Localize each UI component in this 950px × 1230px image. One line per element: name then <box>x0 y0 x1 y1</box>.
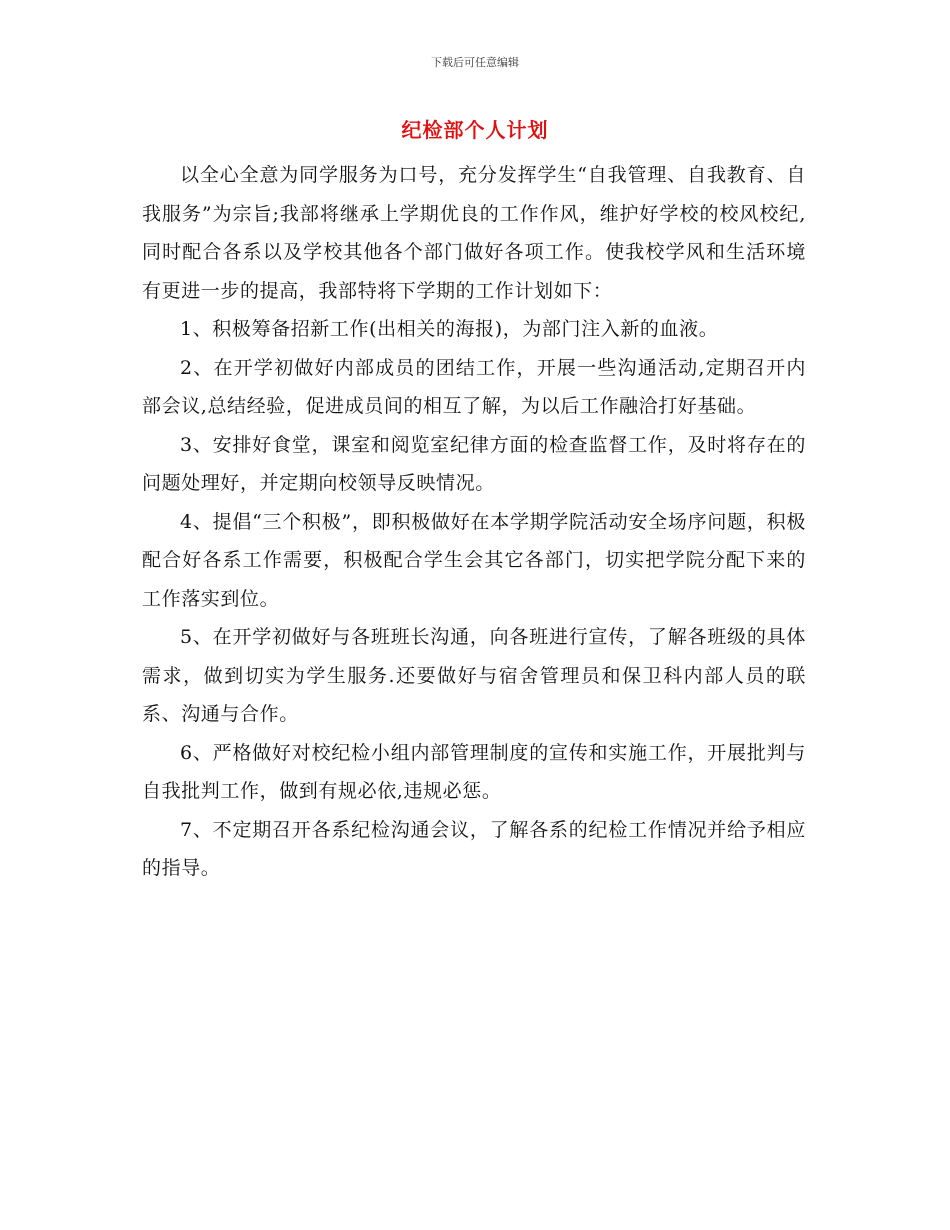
plan-item-1: 1、积极筹备招新工作(出相关的海报)，为部门注入新的血液。 <box>180 318 719 340</box>
document-title: 纪检部个人计划 <box>401 118 549 142</box>
plan-item-6: 6、严格做好对校纪检小组内部管理制度的宣传和实施工作，开展批判与自我批判工作，做到有规必依,违规必惩。 <box>142 741 806 802</box>
document-body <box>142 156 806 888</box>
plan-item-3: 3、安排好食堂，课室和阅览室纪律方面的检查监督工作，及时将存在的问题处理好，并定期向校领导反映情况。 <box>142 433 806 494</box>
plan-item-2: 2、在开学初做好内部成员的团结工作，开展一些沟通活动,定期召开内部会议,总结经验，促进成员间的相互了解，为以后工作融洽打好基础。 <box>142 356 806 417</box>
plan-item-7: 7、不定期召开各系纪检沟通会议，了解各系的纪检工作情况并给予相应的指导。 <box>142 818 806 879</box>
header-note: 下载后可任意编辑 <box>431 56 519 69</box>
intro-paragraph: 以全心全意为同学服务为口号，充分发挥学生“自我管理、自我教育、自我服务”为宗旨;我部将继承上学期优良的工作作风，维护好学校的校风校纪,同时配合各系以及学校其他各个部门做好各项工作。使我校学风和生活环境有更进一步的提高，我部特将下学期的工作计划如下： <box>142 164 806 302</box>
plan-item-4: 4、提倡“三个积极”，即积极做好在本学期学院活动安全场序问题，积极配合好各系工作需要，积极配合学生会其它各部门，切实把学院分配下来的工作落实到位。 <box>142 510 806 610</box>
plan-item-5: 5、在开学初做好与各班班长沟通，向各班进行宣传，了解各班级的具体需求，做到切实为学生服务.还要做好与宿舍管理员和保卫科内部人员的联系、沟通与合作。 <box>142 626 806 725</box>
